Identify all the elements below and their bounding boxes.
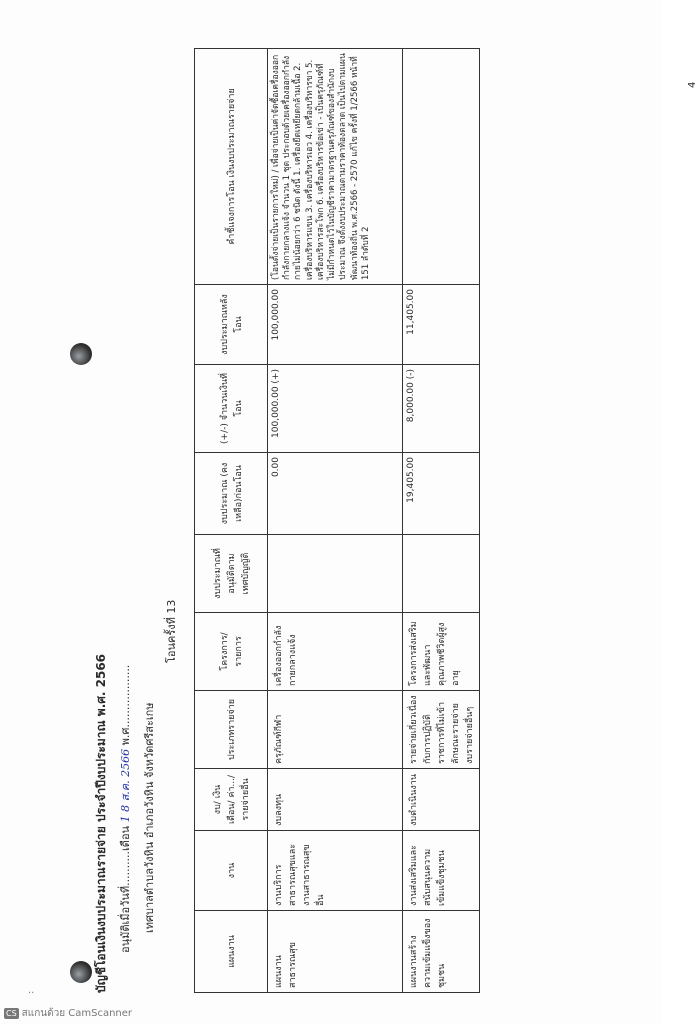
cell-explain: (โอนตั้งจ่ายเป็นรายการใหม่) / เพื่อจ่ายเป็นค่าจัดซื้อเครื่องออกกำลังกายกลางแจ้ง จำนวน 1 ชุด ประกอบด้วยเครื่องออกกำลังกายไม่น้อยกว่า 6 ชนิด ดังนี้ 1. เครื่องยืดเหยียดกล้ามเนื้อ 2. เครื่องบริหารแขน 3. เครื่องบริหารเอว 4. เครื่องบริหารขา 5. เครื่องบริหารสะโพก 6. เครื่องบริหารข้อเข่า - เป็นครุภัณฑ์ที่ไม่มีกำหนดไว้ในบัญชีราคามาตรฐานครุภัณฑ์ของสำนักงบประมาณ จึงตั้งงบประมาณตามราคาท้องตลาด เป็นไปตามแผนพัฒนาท้องถิ่น พ.ศ.2566 - 2570 แก้ไข ครั้งที่ 1/2566 หน้าที่ 151 ลำดับที่ 2 xyxy=(268,49,403,285)
seal-icon xyxy=(70,961,92,983)
watermark-text: สแกนด้วย CamScanner xyxy=(21,1008,133,1019)
col-after: งบประมาณหลังโอน xyxy=(195,285,268,365)
cell-project: โครงการส่งเสริมและพัฒนาคุณภาพชีวิตผู้สูงอายุ xyxy=(403,613,480,691)
col-plan: แผนงาน xyxy=(195,911,268,993)
col-work: งาน xyxy=(195,831,268,911)
cell-after: 11,405.00 xyxy=(403,285,480,365)
cell-plan: แผนงานสร้างความเข้มแข็งของชุมชน xyxy=(403,911,480,993)
cell-approved xyxy=(268,535,403,613)
cell-budget: งบดำเนินงาน xyxy=(403,769,480,831)
table-header-row xyxy=(195,49,268,993)
organization-line: เทศบาลตำบลวังหิน อำเภอวังหิน จังหวัดศรีสะเกษ xyxy=(143,702,156,933)
col-approved: งบประมาณที่อนุมัติตามเทศบัญญัติ xyxy=(195,535,268,613)
cell-approved xyxy=(403,535,480,613)
approval-line xyxy=(116,665,134,953)
cell-before: 19,405.00 xyxy=(403,453,480,535)
cell-budget: งบลงทุน xyxy=(268,769,403,831)
document-header xyxy=(62,18,182,993)
approval-suffix: พ.ศ.................. xyxy=(119,664,132,746)
approval-date: 1 8 ส.ค. 2566 xyxy=(119,748,132,823)
cell-amount: 100,000.00 (+) xyxy=(268,365,403,453)
seal-icon xyxy=(70,343,92,365)
cell-explain xyxy=(403,49,480,285)
page-number: 4 xyxy=(687,81,698,88)
cell-amount: 8,000.00 (-) xyxy=(403,365,480,453)
col-explain: คำชี้แจงการโอน เงินงบประมาณรายจ่าย xyxy=(195,49,268,285)
transfer-table xyxy=(194,48,480,993)
col-budget: งบ/ เงินเดือน/ ค่า.../ รายจ่ายอื่น xyxy=(195,769,268,831)
col-amount: (+/-) จำนวนเงินที่โอน xyxy=(195,365,268,453)
cell-work: งานบริการสาธารณสุขและงานสาธารณสุขอื่น xyxy=(268,831,403,911)
cell-project: เครื่องออกกำลังกายกลางแจ้ง xyxy=(268,613,403,691)
cell-type: รายจ่ายเกี่ยวเนื่องกับการปฏิบัติราชการที่ไม่เข้าลักษณะรายจ่ายงบรายจ่ายอื่นๆ xyxy=(403,691,480,769)
col-type: ประเภทรายจ่าย xyxy=(195,691,268,769)
col-project: โครงการ/ รายการ xyxy=(195,613,268,691)
cell-work: งานส่งเสริมและสนับสนุนความเข้มแข็งชุมชน xyxy=(403,831,480,911)
cell-type: ครุภัณฑ์กีฬา xyxy=(268,691,403,769)
approval-prefix: อนุมัติเมื่อวันที่..........เดือน xyxy=(119,825,132,953)
cell-before: 0.00 xyxy=(268,453,403,535)
transfer-order: โอนครั้งที่ 13 xyxy=(165,599,178,663)
document-title: บัญชีโอนเงินงบประมาณรายจ่าย ประจำปีงบประมาณ พ.ศ. 2566 xyxy=(94,653,108,993)
col-before: งบประมาณ (คงเหลือ)ก่อนโอน xyxy=(195,453,268,535)
table-row xyxy=(403,49,480,993)
scanner-watermark xyxy=(4,1006,132,1021)
cell-after: 100,000.00 xyxy=(268,285,403,365)
rotated-document xyxy=(62,18,698,993)
camscanner-logo-icon: CS xyxy=(6,1009,17,1018)
scan-dots: .. xyxy=(28,985,35,996)
cell-plan: แผนงานสาธารณสุข xyxy=(268,911,403,993)
table-row xyxy=(268,49,403,993)
